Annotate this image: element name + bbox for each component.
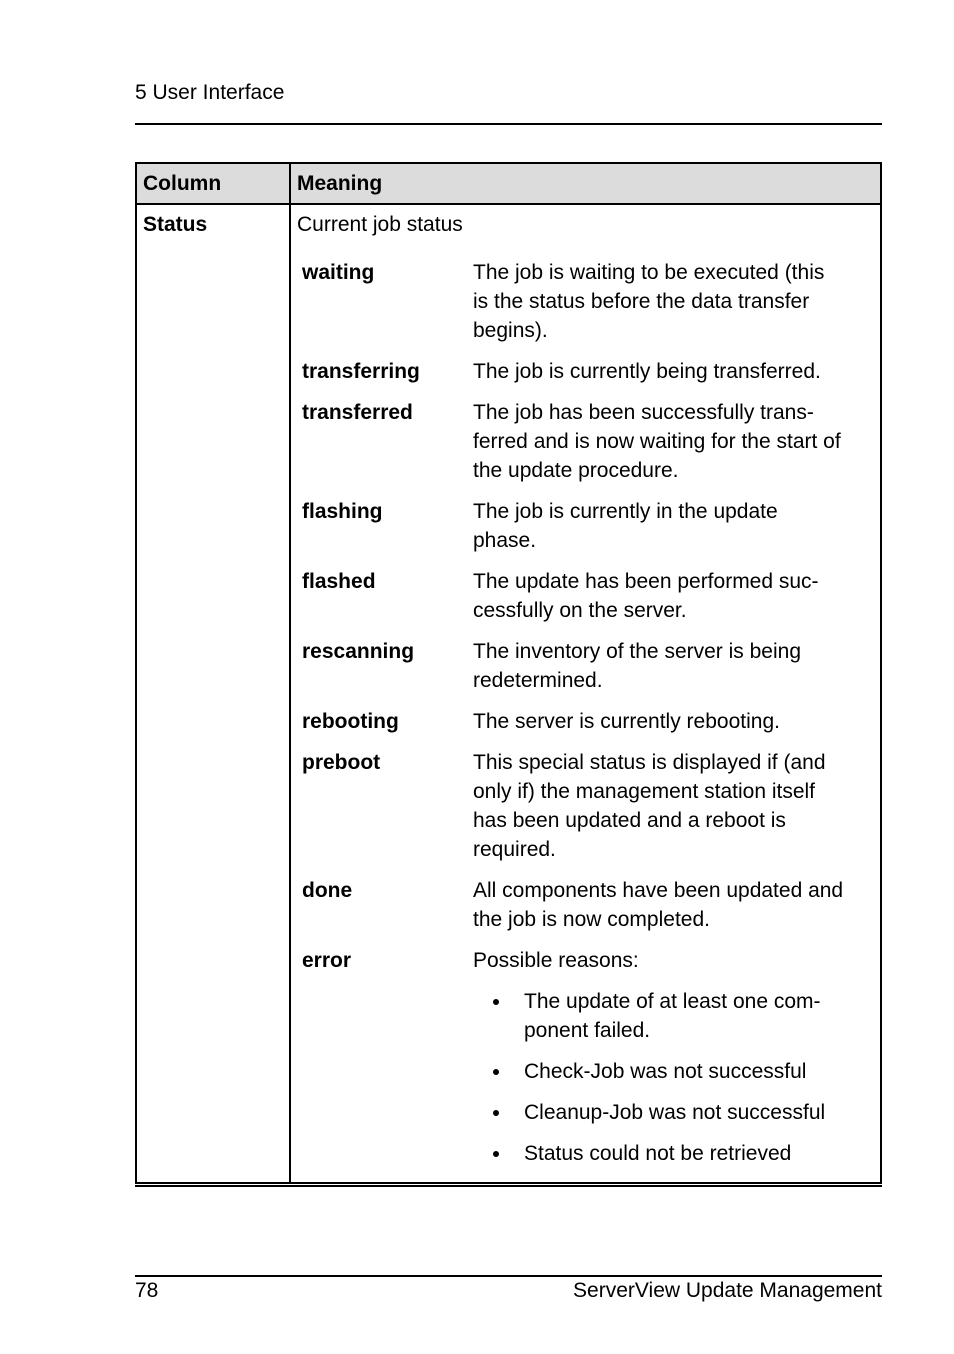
status-desc-waiting: [473, 258, 868, 345]
header-meaning: Meaning: [297, 172, 383, 195]
desc-line: Check-Job was not successful: [524, 1060, 807, 1083]
status-desc-rebooting: [473, 707, 868, 736]
status-term-preboot: preboot: [302, 751, 381, 774]
page-header-section: 5 User Interface: [135, 81, 285, 104]
desc-line: redetermined.: [473, 669, 603, 692]
desc-line: The job is currently in the update: [473, 500, 778, 523]
bullet-icon: [493, 1110, 499, 1116]
desc-line: is the status before the data transfer: [473, 290, 810, 313]
status-desc-error: [473, 946, 868, 975]
desc-line: ponent failed.: [524, 1019, 651, 1042]
status-table: [135, 162, 882, 1184]
header-column: Column: [143, 172, 222, 195]
desc-line: Possible reasons:: [473, 949, 639, 972]
column-divider: [289, 164, 291, 1182]
status-desc-flashing: [473, 497, 868, 555]
status-term-transferred: transferred: [302, 401, 413, 424]
header-rule: [135, 123, 882, 125]
status-desc-preboot: [473, 748, 868, 864]
row-column-status: Status: [143, 213, 208, 236]
desc-line: Status could not be retrieved: [524, 1142, 792, 1165]
status-term-done: done: [302, 879, 353, 902]
desc-line: The update of at least one com-: [524, 990, 821, 1013]
desc-line: The job is waiting to be executed (this: [473, 261, 825, 284]
desc-line: only if) the management station itself: [473, 780, 816, 803]
desc-line: The server is currently rebooting.: [473, 710, 780, 733]
page-number: 78: [135, 1279, 159, 1302]
status-term-flashed: flashed: [302, 570, 376, 593]
status-term-rescanning: rescanning: [302, 640, 415, 663]
status-term-error: error: [302, 949, 352, 972]
status-term-transferring: transferring: [302, 360, 420, 383]
status-desc-transferring: [473, 357, 868, 386]
status-desc-done: [473, 876, 868, 934]
error-reason-text: [524, 987, 864, 1045]
bullet-icon: [493, 1151, 499, 1157]
status-term-rebooting: rebooting: [302, 710, 399, 733]
error-reason-text: [524, 1139, 864, 1168]
status-term-waiting: waiting: [302, 261, 375, 284]
desc-line: The inventory of the server is being: [473, 640, 802, 663]
desc-line: The job is currently being transferred.: [473, 360, 821, 383]
desc-line: The update has been performed suc-: [473, 570, 819, 593]
bullet-icon: [493, 999, 499, 1005]
error-reason-text: [524, 1098, 864, 1127]
desc-line: ferred and is now waiting for the start of: [473, 430, 841, 453]
desc-line: cessfully on the server.: [473, 599, 687, 622]
status-desc-flashed: [473, 567, 868, 625]
table-header-row: [137, 164, 880, 205]
desc-line: has been updated and a reboot is: [473, 809, 786, 832]
bullet-icon: [493, 1069, 499, 1075]
status-desc-rescanning: [473, 637, 868, 695]
status-term-flashing: flashing: [302, 500, 383, 523]
row-intro: Current job status: [297, 213, 463, 236]
product-name: ServerView Update Management: [573, 1279, 882, 1302]
desc-line: Cleanup-Job was not successful: [524, 1101, 826, 1124]
desc-line: required.: [473, 838, 556, 861]
desc-line: phase.: [473, 529, 537, 552]
error-reason-text: [524, 1057, 864, 1086]
desc-line: This special status is displayed if (and: [473, 751, 826, 774]
status-desc-transferred: [473, 398, 868, 485]
desc-line: the job is now completed.: [473, 908, 710, 931]
desc-line: The job has been successfully trans-: [473, 401, 814, 424]
footer-rule: [135, 1275, 882, 1277]
desc-line: All components have been updated and: [473, 879, 844, 902]
desc-line: the update procedure.: [473, 459, 679, 482]
desc-line: begins).: [473, 319, 548, 342]
